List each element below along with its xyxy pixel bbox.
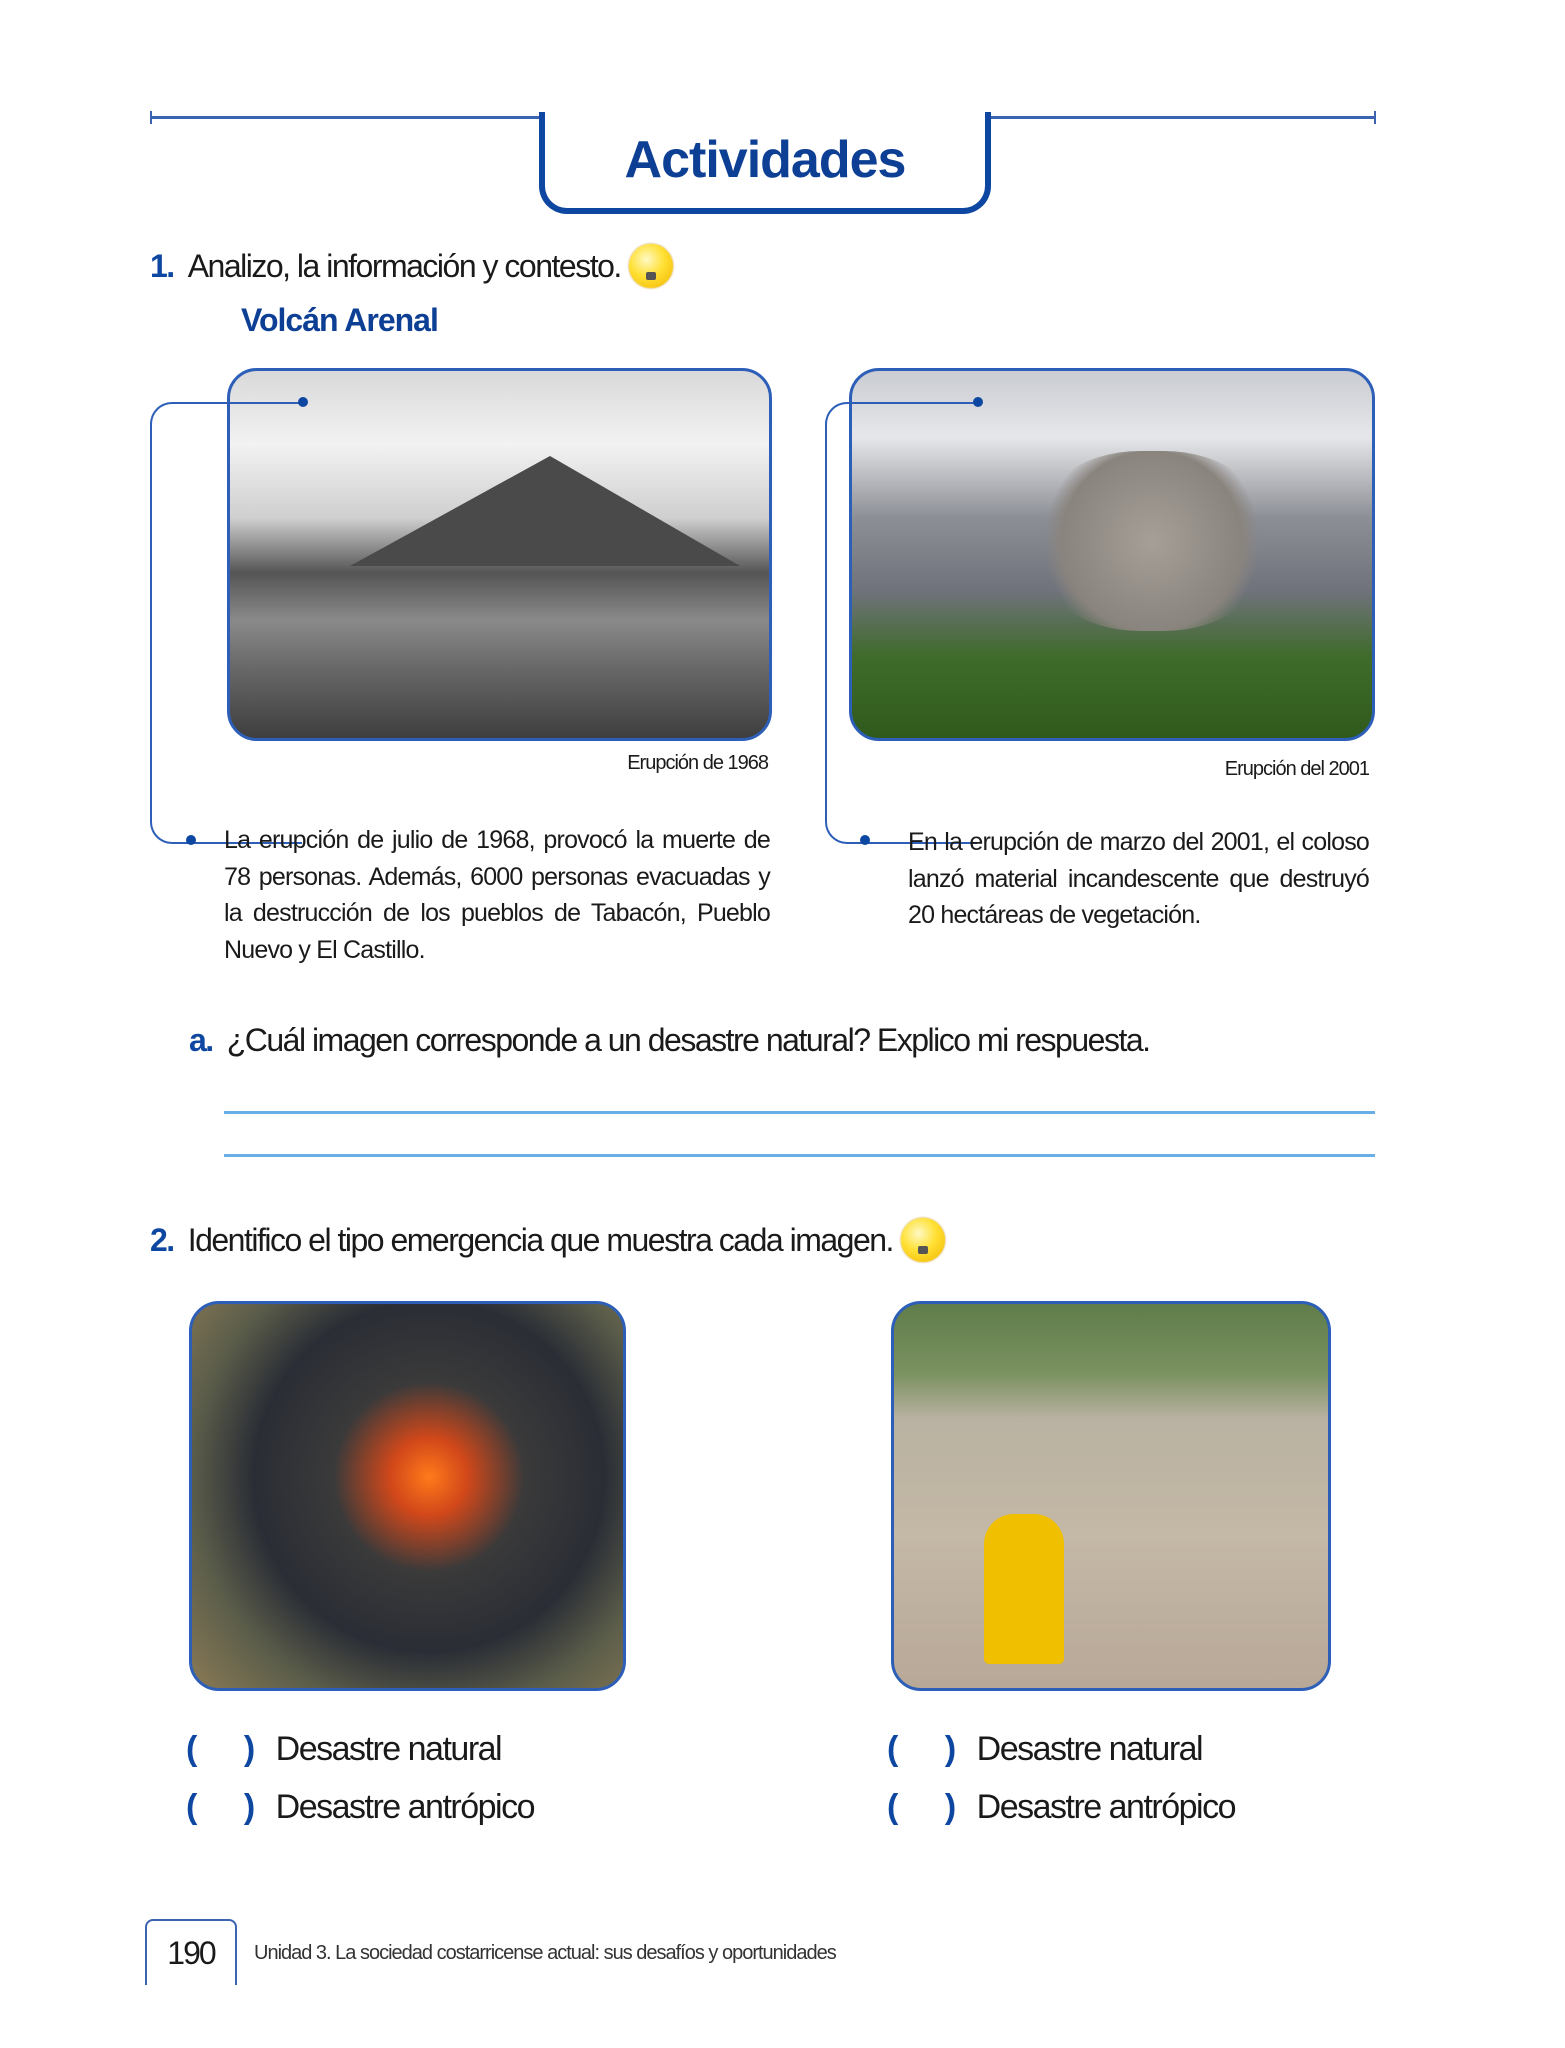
connector-dot: [298, 397, 308, 407]
question-text: Analizo, la información y contesto.: [187, 247, 621, 284]
option-natural-1[interactable]: [186, 1730, 501, 1769]
question-number: 1.: [150, 247, 174, 284]
photo-eruption-1968: [227, 368, 772, 741]
option-antropico-2[interactable]: [887, 1788, 1235, 1827]
question-number: 2.: [150, 1221, 174, 1258]
section-title: Actividades: [624, 131, 906, 189]
page-number: 190: [145, 1919, 237, 1985]
question-1a: [189, 1022, 1150, 1059]
footer-unit-title: Unidad 3. La sociedad costarricense actual: sus desafíos y oportunidades: [254, 1942, 836, 1964]
subtitle: Volcán Arenal: [241, 302, 438, 338]
connector-line: [150, 402, 302, 844]
caption-1968: Erupción de 1968: [627, 752, 768, 774]
option-label: Desastre antrópico: [976, 1788, 1236, 1826]
paren-open: (: [186, 1730, 196, 1768]
connector-dot: [973, 397, 983, 407]
paren-close: ): [243, 1788, 254, 1826]
answer-line[interactable]: [224, 1111, 1375, 1114]
question-letter: a.: [189, 1022, 213, 1058]
lightbulb-icon: [629, 244, 673, 288]
paren-open: (: [887, 1788, 897, 1826]
option-label: Desastre natural: [275, 1730, 502, 1768]
photo-fire: [189, 1301, 626, 1691]
option-label: Desastre natural: [976, 1730, 1203, 1768]
paren-close: ): [944, 1788, 955, 1826]
connector-dot: [860, 835, 870, 845]
option-antropico-1[interactable]: [186, 1788, 534, 1827]
option-label: Desastre antrópico: [275, 1788, 535, 1826]
question-text: Identifico el tipo emergencia que muestra cada imagen.: [187, 1221, 893, 1258]
section-title-tab: [539, 112, 991, 214]
paren-open: (: [186, 1788, 196, 1826]
answer-line[interactable]: [224, 1154, 1375, 1157]
paren-open: (: [887, 1730, 897, 1768]
description-2001: En la erupción de marzo del 2001, el coloso lanzó material incandescente que destruyó 20 hectáreas de vegetación.: [908, 828, 1369, 929]
paren-close: ): [243, 1730, 254, 1768]
photo-flood: [891, 1301, 1331, 1691]
description-1968: La erupción de julio de 1968, provocó la muerte de 78 personas. Además, 6000 personas evacuadas y la destrucción de los pueblos de Tabacón, Pueblo Nuevo y El Castillo.: [224, 826, 770, 964]
connector-dot: [186, 835, 196, 845]
option-natural-2[interactable]: [887, 1730, 1202, 1769]
question-1: [150, 244, 673, 288]
caption-2001: Erupción del 2001: [1224, 758, 1369, 780]
lightbulb-icon: [901, 1218, 945, 1262]
paren-close: ): [944, 1730, 955, 1768]
question-2: [150, 1218, 945, 1262]
question-text: ¿Cuál imagen corresponde a un desastre natural? Explico mi respuesta.: [226, 1022, 1150, 1058]
connector-line: [825, 402, 977, 844]
